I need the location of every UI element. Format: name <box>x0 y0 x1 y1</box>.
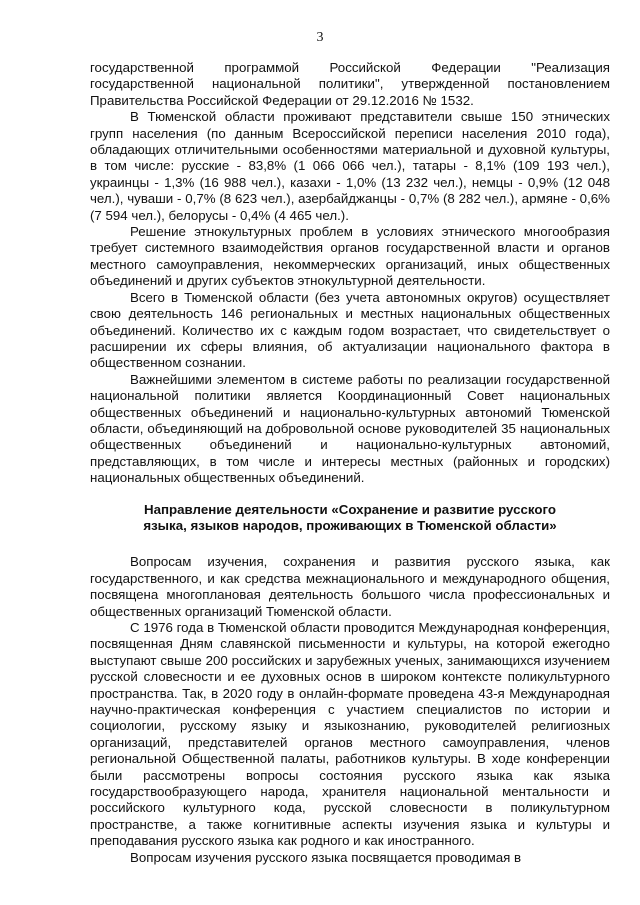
paragraph-coordination-council: Важнейшими элементом в системе работы по реализации государственной национальной политики является Координационный Совет национальных общественных объединений и национально-культурных автономий Тюменской области, объединяющий на добровольной основе руководителей 35 национальных общественных объединений и национально-культурных автономий, представляющих, в том числе и интересы местных (районных и городских) национальных общественных объединений. <box>90 371 610 486</box>
page-number: 3 <box>316 30 324 45</box>
paragraph-ethnic-groups: В Тюменской области проживают представители свыше 150 этнических групп населения (по данным Всероссийской переписи населения 2010 года), обладающих отличительными особенностями материальной и духовной культуры, в том числе: русские - 83,8% (1 066 066 чел.), татары - 8,1% (109 193 чел.), украинцы - 1,3% (16 988 чел.), казахи - 1,0% (13 232 чел.), немцы - 0,9% (12 048 чел.), чуваши - 0,7% (8 623 чел.), азербайджанцы - 0,7% (8 282 чел.), армяне - 0,6% (7 594 чел.), белорусы - 0,4% (4 465 чел.). <box>90 109 610 223</box>
paragraph-public-associations: Всего в Тюменской области (без учета автономных округов) осуществляет свою деятельность 146 региональных и местных национальных общественных объединений. Количество их с каждым годом возрастает, что свидетельствует о расширении их сферы влияния, об актуализации национального фактора в общественном сознании. <box>90 289 610 371</box>
paragraph-international-conference: С 1976 года в Тюменской области проводится Международная конференция, посвященная Дням славянской письменности и культуры, на которой ежегодно выступают свыше 200 российских и зарубежных ученых, занимающихся изучением русской словесности и ее духовных основ в широком контексте поликультурного пространства. Так, в 2020 году в онлайн-формате проведена 43-я Международная научно-практическая конференция с участием специалистов по истории и социологии, русскому языку и языкознанию, руководителей религиозных организаций, представителей органов местного самоуправления, членов региональной Общественной палаты, работников культуры. В ходе конференции были рассмотрены вопросы состояния русского языка как языка государствообразующего народа, хранителя национальной ментальности и российского культурного кода, русской словесности в поликультурном пространстве, а также когнитивные аспекты изучения языка и культуры и преподавания русского языка как родного и как иностранного. <box>90 620 610 849</box>
paragraph-ethnocultural-problems: Решение этнокультурных проблем в условиях этнического многообразия требует системного взаимодействия органов государственной власти и органов местного самоуправления, некоммерческих организаций, иных общественных объединений и других субъектов этнокультурной деятельности. <box>90 224 610 289</box>
paragraph-continuation: государственной программой Российской Федерации "Реализация государственной национальной политики", утвержденной постановлением Правительства Российской Федерации от 29.12.2016 № 1532. <box>90 60 610 108</box>
section-heading-line-2: языка, языков народов, проживающих в Тюменской области» <box>143 517 557 533</box>
document-body <box>90 60 610 866</box>
section-heading <box>90 502 610 535</box>
paragraph-russian-language: Вопросам изучения, сохранения и развития русского языка, как государственного, и как средства межнационального и международного общения, посвящена многоплановая деятельность большого числа профессиональных и общественных организаций Тюменской области. <box>90 554 610 619</box>
section-heading-line-1: Направление деятельности «Сохранение и развитие русского <box>144 501 556 517</box>
paragraph-final-truncated: Вопросам изучения русского языка посвящается проводимая в <box>130 849 522 865</box>
